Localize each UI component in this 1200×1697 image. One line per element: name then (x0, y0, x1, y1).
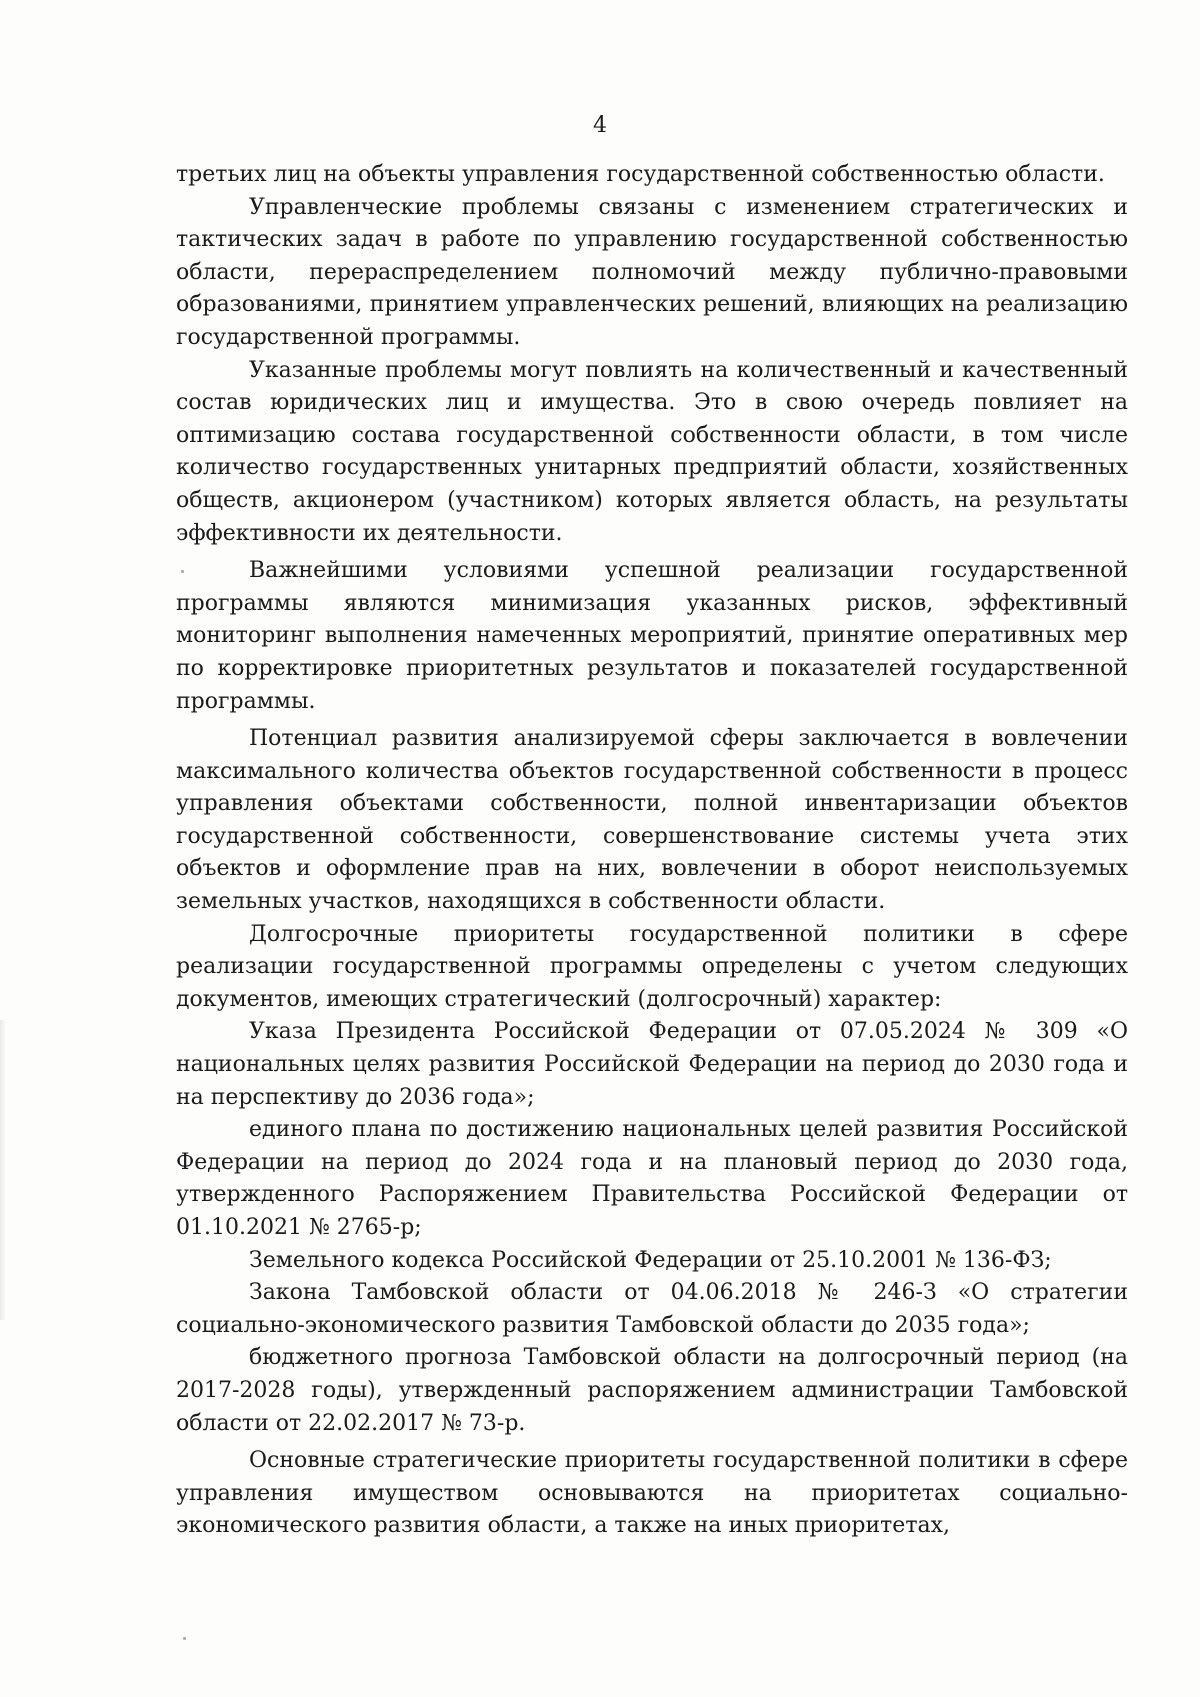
list-item-tambov-law: Закона Тамбовской области от 04.06.2018 № 246-З «О стратегии социально-экономического развития Тамбовской области до 2035 года»; (176, 1280, 1128, 1338)
list-item-land-code: Земельного кодекса Российской Федерации от 25.10.2001 № 136-ФЗ; (249, 1247, 1052, 1273)
paragraph-continuation: третьих лиц на объекты управления государственной собственностью области. (176, 162, 1105, 187)
paragraph-problems-impact: Указанные проблемы могут повлиять на количественный и качественный состав юридических лиц и имущества. Это в свою очередь повлияет на оптимизацию состава государственной собственности области, в том числе количество государственных унитарных предприятий области, хозяйственных обществ, акционером (участником) которых является область, на результаты эффективности их деятельности. (176, 357, 1128, 546)
page-number: 4 (593, 113, 607, 138)
scan-speck (183, 1637, 186, 1640)
paragraph-long-term-priorities: Долгосрочные приоритеты государственной политики в сфере реализации государственной программы определены с учетом следующих документов, имеющих стратегический (долгосрочный) характер: (176, 921, 1128, 1012)
list-item-unified-plan: единого плана по достижению национальных целей развития Российской Федерации на период до 2024 года и на плановый период до 2030 года, утвержденного Распоряжением Правительства Российской Федерации от 01.10.2021 № 2765-р; (176, 1117, 1128, 1240)
document-body (176, 159, 1128, 1543)
list-item-presidential-decree: Указа Президента Российской Федерации от 07.05.2024 № 309 «О национальных целях развития Российской Федерации на период до 2030 года и на перспективу до 2036 года»; (176, 1019, 1128, 1110)
paragraph-management-problems: Управленческие проблемы связаны с изменением стратегических и тактических задач в работе по управлению государственной собственностью области, перераспределением полномочий между публично-правовыми образованиями, принятием управленческих решений, влияющих на реализацию государственной программы. (176, 194, 1128, 350)
list-item-budget-forecast: бюджетного прогноза Тамбовской области на долгосрочный период (на 2017-2028 годы), утвержденный распоряжением администрации Тамбовской области от 22.02.2017 № 73-р. (176, 1345, 1128, 1436)
paragraph-strategic-priorities: Основные стратегические приоритеты государственной политики в сфере управления имуществом основываются на приоритетах социально-экономического развития области, а также на иных приоритетах, (176, 1448, 1128, 1539)
scan-edge-shadow (0, 1020, 6, 1320)
paragraph-success-conditions: Важнейшими условиями успешной реализации государственной программы являются минимизация указанных рисков, эффективный мониторинг выполнения намеченных мероприятий, принятие оперативных мер по корректировке приоритетных результатов и показателей государственной программы. (176, 558, 1128, 714)
paragraph-development-potential: Потенциал развития анализируемой сферы заключается в вовлечении максимального количества объектов государственной собственности в процесс управления объектами собственности, полной инвентаризации объектов государственной собственности, совершенствование системы учета этих объектов и оформление прав на них, вовлечении в оборот неиспользуемых земельных участков, находящихся в собственности области. (176, 726, 1128, 915)
